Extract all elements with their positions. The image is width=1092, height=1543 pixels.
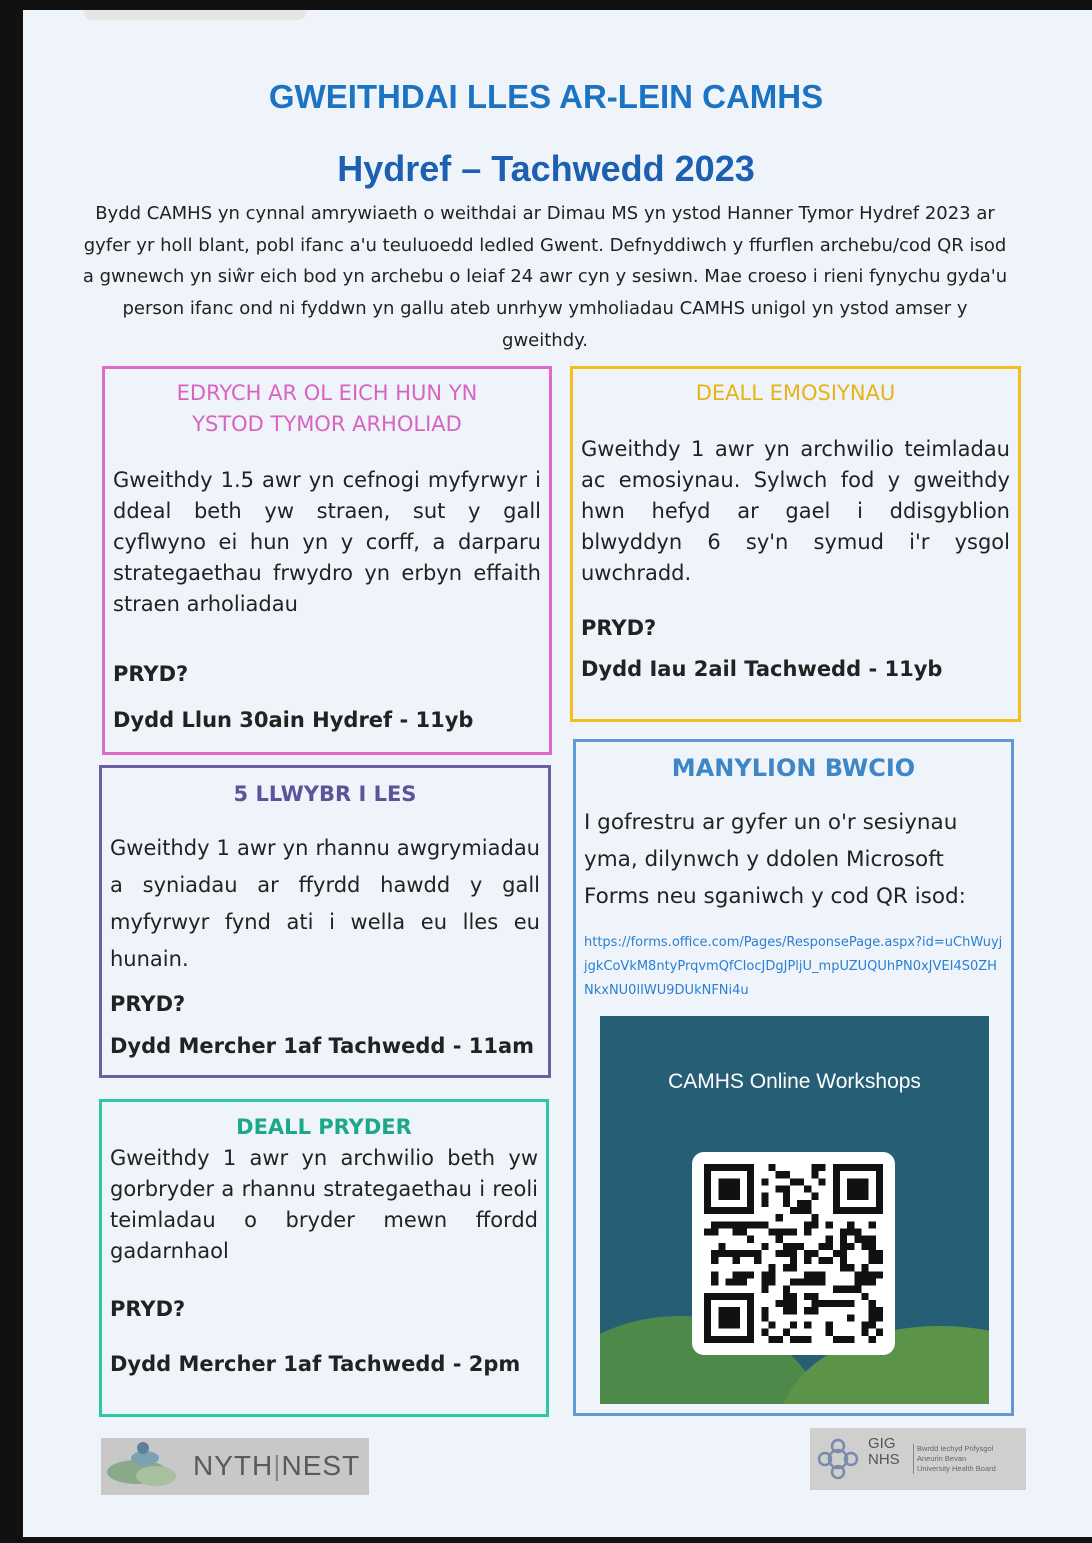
when-label: PRYD? xyxy=(113,662,189,686)
workshop-description: Gweithdy 1 awr yn archwilio teimladau ac emosiynau. Sylwch fod y gweithdy hwn hefyd ar gael i ddisgyblion blwyddyn 6 sy'n symud i'r ysgol uwchradd. xyxy=(581,437,1010,585)
nhs-nhs-text: NHS xyxy=(868,1451,900,1468)
qr-title: CAMHS Online Workshops xyxy=(668,1070,921,1093)
nhs-logo xyxy=(810,1428,1026,1490)
workshop-description: Gweithdy 1.5 awr yn cefnogi myfyrwyr i ddeal beth yw straen, sut y gall cyflwyno ei hun yn y corff, a darparu strategaethau frwydro yn erbyn effaith straen arholiadau xyxy=(113,468,541,616)
qr-code-card[interactable] xyxy=(692,1152,895,1355)
nest-logo-text xyxy=(193,1450,360,1482)
when-label: PRYD? xyxy=(110,992,186,1016)
workshop-card-anxiety xyxy=(99,1099,549,1417)
workshop-card-five-ways xyxy=(99,765,551,1078)
qr-code-icon xyxy=(704,1164,883,1343)
when-label: PRYD? xyxy=(581,616,657,640)
booking-link[interactable]: https://forms.office.com/Pages/ResponsePage.aspx?id=uChWuyjjgkCoVkM8ntyPrqvmQfCIocJDgJPljU_mpUZUQUhPN0xJVEI4S0ZHNkxNU0lIWU9DUkNFNi4u xyxy=(584,935,1003,998)
workshop-card-exam-stress xyxy=(102,366,552,755)
nhs-wales-mark xyxy=(868,1436,900,1468)
booking-text: I gofrestru ar gyfer un o'r sesiynau yma, dilynwch y ddolen Microsoft Forms neu sganiwch y cod QR isod: xyxy=(584,810,966,909)
workshop-date: Dydd Llun 30ain Hydref - 11yb xyxy=(113,708,474,732)
workshop-date: Dydd Mercher 1af Tachwedd - 2pm xyxy=(110,1352,521,1376)
health-board-line: Aneurin Bevan xyxy=(917,1454,967,1463)
nhs-gig-text: GIG xyxy=(868,1435,896,1452)
health-board-line: Bwrdd Iechyd Prifysgol xyxy=(917,1444,994,1453)
when-label: PRYD? xyxy=(110,1297,186,1321)
intro-text: Bydd CAMHS yn cynnal amrywiaeth o weithdai ar Dimau MS yn ystod Hanner Tymor Hydref 2023 ar gyfer yr holl blant, pobl ifanc a'u teuluoedd ledled Gwent. Defnyddiwch y ffurflen archebu/cod QR isod a gwnewch yn siŵr eich bod yn archebu o leiaf 24 awr cyn y sesiwn. Mae croeso i rieni fynychu gyda'u person ifanc ond ni fyddwn yn gallu ateb unrhyw ymholiadau CAMHS unigol yn ystod amser y gweithdy. xyxy=(82,203,1008,351)
workshop-heading: EDRYCH AR OL EICH HUN YN YSTOD TYMOR ARHOLIAD xyxy=(176,381,478,436)
health-board-name xyxy=(913,1444,996,1474)
nest-logo-separator: | xyxy=(273,1450,282,1481)
nest-logo-word-welsh: NYTH xyxy=(193,1450,274,1481)
workshop-date: Dydd Mercher 1af Tachwedd - 11am xyxy=(110,1034,535,1058)
workshop-card-emotions xyxy=(570,366,1021,722)
nest-logo xyxy=(101,1438,369,1495)
qr-panel xyxy=(600,1016,989,1404)
workshop-description: Gweithdy 1 awr yn rhannu awgrymiadau a syniadau ar ffyrdd hawdd y gall myfyrwyr fynd ati i wella eu lles eu hunain. xyxy=(110,836,540,971)
page-subtitle: Hydref – Tachwedd 2023 xyxy=(337,148,755,189)
workshop-heading: DEALL PRYDER xyxy=(236,1115,412,1139)
workshop-heading: 5 LLWYBR I LES xyxy=(233,782,417,806)
nest-logo-word-english: NEST xyxy=(281,1450,361,1481)
nest-leaf-icon xyxy=(101,1438,189,1495)
booking-heading: MANYLION BWCIO xyxy=(671,754,916,782)
page-title: GWEITHDAI LLES AR-LEIN CAMHS xyxy=(268,78,824,115)
nhs-emblem-icon xyxy=(810,1428,866,1490)
workshop-date: Dydd Iau 2ail Tachwedd - 11yb xyxy=(581,657,943,681)
health-board-line: University Health Board xyxy=(917,1464,996,1473)
workshop-heading: DEALL EMOSIYNAU xyxy=(695,381,896,405)
workshop-description: Gweithdy 1 awr yn archwilio beth yw gorbryder a rhannu strategaethau i reoli teimladau o bryder mewn ffordd gadarnhaol xyxy=(110,1146,538,1263)
viewer-tab[interactable] xyxy=(83,10,307,20)
